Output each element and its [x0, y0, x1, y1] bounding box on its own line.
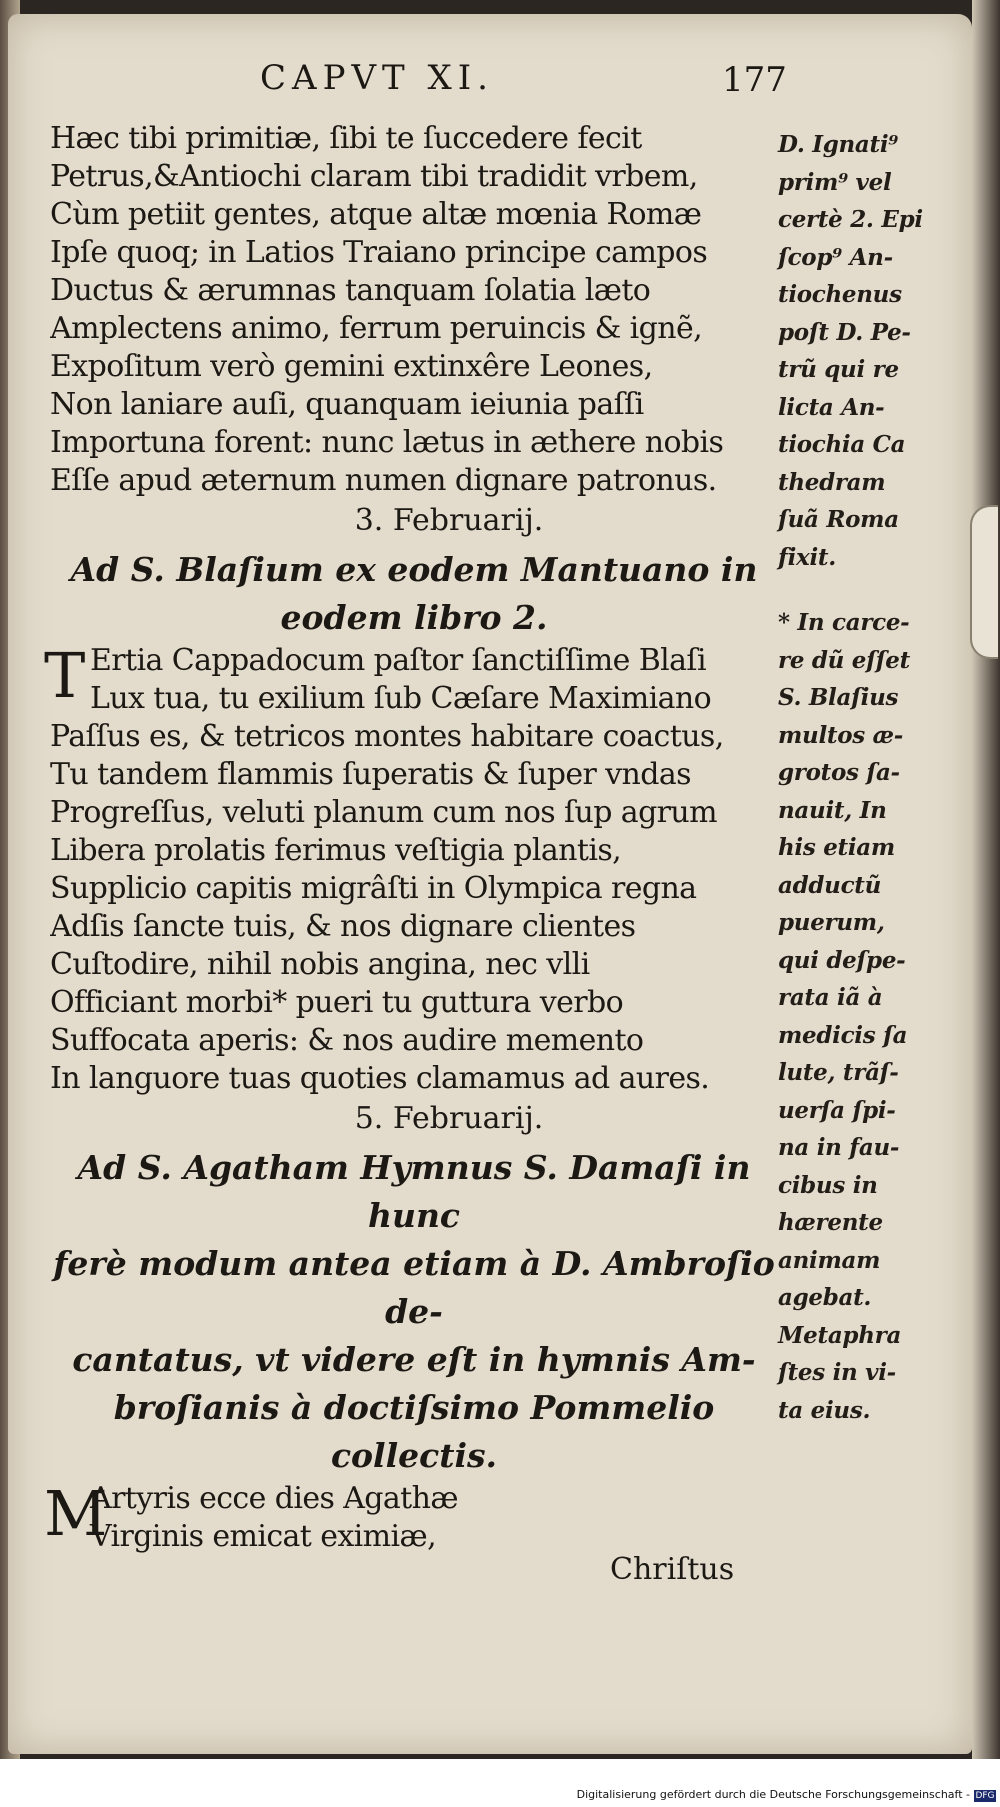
main-text-block	[44, 120, 778, 1556]
note-line: poſt D. Pe-	[778, 318, 911, 346]
verse-line: Supplicio capitis migrâſti in Olympica regna	[50, 871, 697, 906]
note-line: ſcop⁹ An-	[778, 243, 893, 271]
margin-note-ignatius	[778, 126, 938, 576]
heading-line: collectis.	[330, 1436, 498, 1475]
verse-line: Lux tua, tu exilium ſub Cæſare Maximiano	[90, 681, 712, 716]
note-line: tiochia Ca	[778, 431, 906, 458]
verse-line: Adſis ſancte tuis, & nos dignare clientes	[50, 909, 636, 944]
verse-line: Importuna forent: nunc lætus in æthere nobis	[50, 425, 724, 460]
verse-line: Petrus,&Antiochi claram tibi tradidit vrbem,	[50, 159, 698, 194]
verse-line: Cùm petiit gentes, atque altæ mœnia Romæ	[50, 197, 702, 232]
note-line: rata iã à	[778, 984, 883, 1011]
note-gap	[778, 576, 938, 604]
note-line: trũ qui re	[778, 356, 899, 383]
note-line: prim⁹ vel	[778, 168, 892, 196]
section-heading	[50, 546, 778, 642]
verse-line: Expoſitum verò gemini extinxêre Leones,	[50, 349, 653, 384]
note-line: tiochenus	[778, 281, 902, 308]
note-line: nauit, In	[778, 796, 887, 824]
page-header	[50, 58, 787, 112]
verse-line: Ertia Cappadocum paſtor ſanctiſſime Blaſi	[90, 643, 706, 678]
note-line: Metaphra	[778, 1321, 902, 1349]
note-line: fixit.	[778, 543, 836, 571]
hymn-opening	[44, 639, 778, 718]
page-number: 177	[722, 60, 787, 100]
note-line: thedram	[778, 468, 886, 496]
note-line: D. Ignati⁹	[778, 131, 899, 158]
section-heading	[50, 1144, 778, 1480]
verse-line: Eſſe apud æternum numen dignare patronus.	[50, 463, 717, 498]
drop-cap: M	[44, 1477, 108, 1550]
feast-date: 5. Februarij.	[354, 1101, 544, 1136]
verse-line: Tu tandem flammis ſuperatis & ſuper vndas	[50, 757, 691, 792]
heading-line: Ad S. Blaſium ex eodem Mantuano in	[70, 550, 758, 589]
note-line: animam	[778, 1246, 881, 1274]
drop-cap: T	[44, 639, 86, 712]
note-line: lute, trãſ-	[778, 1059, 899, 1086]
hymn-opening	[44, 1477, 778, 1556]
verse-line: Paſſus es, & tetricos montes habitare coactus,	[50, 719, 724, 754]
catchword: Chriſtus	[610, 1552, 735, 1587]
note-line: puerum,	[778, 909, 885, 936]
verse-line: Ductus & ærumnas tanquam ſolatia læto	[50, 273, 651, 308]
note-line: multos æ-	[778, 721, 903, 749]
verse-line: Amplectens animo, ferrum peruincis & ignẽ,	[50, 311, 703, 346]
note-line: * In carce-	[778, 609, 910, 636]
heading-line: eodem libro 2.	[280, 598, 548, 637]
verse-line: Non laniare auſi, quanquam ieiunia paſſi	[50, 387, 644, 422]
verse-line: Ipſe quoq; in Latios Traiano principe campos	[50, 235, 708, 270]
note-line: ſuã Roma	[778, 506, 899, 533]
note-line: licta An-	[778, 393, 885, 421]
note-line: medicis ſa	[778, 1021, 908, 1049]
margin-notes	[778, 126, 938, 1429]
verse-line: In languore tuas quoties clamamus ad aures.	[50, 1061, 710, 1096]
verse-line: Officiant morbi* pueri tu guttura verbo	[50, 985, 624, 1020]
note-line: uerſa ſpi-	[778, 1096, 896, 1124]
verse-line: Cuſtodire, nihil nobis angina, nec vlli	[50, 947, 590, 982]
note-line: hærente	[778, 1209, 883, 1236]
verse-line: Artyris ecce dies Agathæ	[90, 1481, 458, 1516]
book-right-edge	[972, 0, 1000, 1760]
dfg-logo: DFG	[975, 1791, 995, 1801]
note-line: qui deſpe-	[778, 946, 906, 974]
note-line: ſtes in vi-	[778, 1359, 896, 1386]
note-line: na in fau-	[778, 1134, 900, 1161]
verse-line: Progreſſus, veluti planum cum nos ſup agrum	[50, 795, 717, 830]
note-line: re dũ eſſet	[778, 646, 910, 674]
margin-note-blasius	[778, 604, 938, 1429]
note-line: S. Blaſius	[778, 684, 899, 711]
running-head: CAPVT XI.	[260, 58, 494, 98]
verse-line: Virginis emicat eximiæ,	[90, 1519, 437, 1554]
heading-line: Ad S. Agatham Hymnus S. Damaſi in hunc	[77, 1148, 751, 1235]
note-line: agebat.	[778, 1284, 872, 1311]
heading-line: ferè modum antea etiam à D. Ambroſio de-	[53, 1244, 775, 1331]
verse-line: Hæc tibi primitiæ, ſibi te ſuccedere fecit	[50, 121, 642, 156]
page-clip	[970, 505, 998, 659]
feast-date: 3. Februarij.	[354, 503, 544, 538]
heading-line: cantatus, vt videre eſt in hymnis Am-	[72, 1340, 756, 1379]
heading-line: broſianis à doctiſsimo Pommelio	[113, 1388, 715, 1427]
verse-line: Suffocata aperis: & nos audire memento	[50, 1023, 644, 1058]
digitization-credit: Digitalisierung gefördert durch die Deutsche Forschungsgemeinschaft -	[576, 1788, 970, 1801]
note-line: adductũ	[778, 871, 882, 899]
note-line: his etiam	[778, 834, 895, 861]
note-line: grotos ſa-	[778, 759, 900, 786]
note-line: cibus in	[778, 1171, 878, 1199]
footer-bar	[0, 1759, 1000, 1807]
verse-line: Libera prolatis ferimus veſtigia plantis,	[50, 833, 622, 868]
note-line: ta eius.	[778, 1396, 871, 1424]
note-line: certè 2. Epi	[778, 206, 923, 233]
